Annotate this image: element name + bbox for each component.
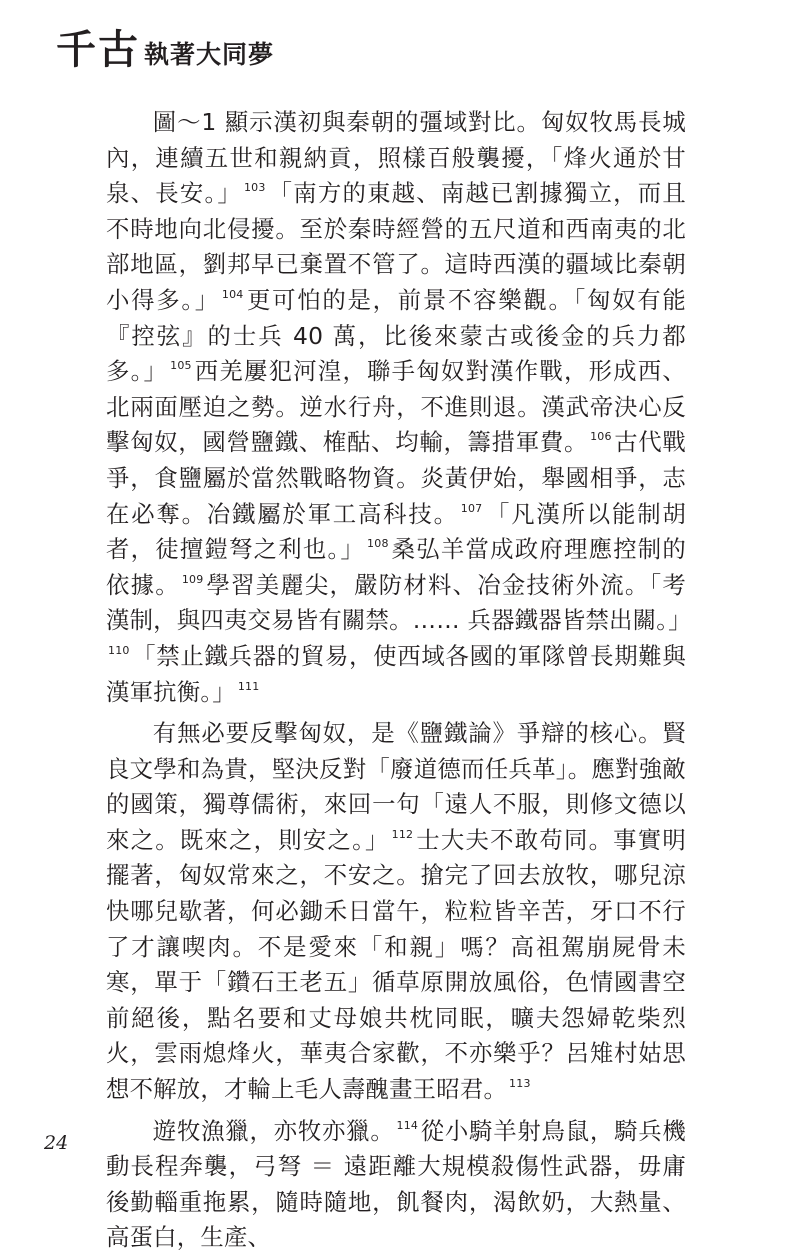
text-run: 士大夫不敢苟同。事實明擺著，匈奴常來之，不安之。搶完了回去放牧，哪兒涼快哪兒歇著，何必鋤禾日當午，粒粒皆辛苦，牙口不行了才讓喫肉。不是愛來「和親」嗎？高祖駕崩屍骨未寒，單于「鑽石王老五」循草原開放風俗，色情國書空前絕後，點名要和丈母娘共枕同眠，曠夫怨婦乾柴烈火，雲雨熄烽火，華夷合家歡，不亦樂乎？呂雉村姑思想不解放，才輪上毛人壽醜畫王昭君。 bbox=[106, 825, 687, 1104]
text-run: 桑弘羊當成政府理應控制的依據。 bbox=[106, 535, 687, 599]
paragraph bbox=[106, 105, 692, 710]
footnote-ref: 105 bbox=[170, 359, 192, 373]
paragraph bbox=[106, 1114, 686, 1256]
footnote-ref: 114 bbox=[396, 1118, 419, 1132]
text-run: 從小騎羊射鳥鼠，騎兵機動長程奔襲，弓弩 ＝ 遠距離大規模殺傷性武器，毋庸後勤輜重拖累，隨時隨地，飢餐肉，渴飲奶，大熱量、高蛋白，生產、 bbox=[106, 1116, 687, 1252]
header-title-small: 執著大同夢 bbox=[144, 40, 275, 69]
footnote-ref: 110 bbox=[108, 643, 130, 657]
running-header bbox=[56, 26, 275, 73]
footnote-ref: 106 bbox=[590, 430, 612, 444]
footnote-ref: 103 bbox=[243, 181, 266, 195]
footnote-ref: 112 bbox=[391, 827, 414, 841]
footnote-ref: 108 bbox=[367, 537, 389, 551]
text-run: 學習美麗尖，嚴防材料、冶金技術外流。「考漢制，與四夷交易皆有關禁。…… 兵器鐵器皆禁出關。」 bbox=[106, 570, 692, 635]
page-number: 24 bbox=[44, 1132, 69, 1154]
text-run: 遊牧漁獵，亦牧亦獵。 bbox=[152, 1116, 395, 1145]
text-run: 古代戰爭，食鹽屬於當然戰略物資。炎黃伊始，舉國相爭，志在必奪。冶鐵屬於軍工高科技。 bbox=[106, 428, 686, 528]
footnote-ref: 109 bbox=[181, 572, 204, 586]
body-text bbox=[106, 105, 692, 1256]
text-run: 有無必要反擊匈奴，是《鹽鐵論》爭辯的核心。賢良文學和為貴，堅決反對「廢道德而任兵革」。應對強敵的國策，獨尊儒術，來回一句「遠人不服，則修文德以來之。既來之，則安之。」 bbox=[106, 719, 686, 854]
text-run: 更可怕的是，前景不容樂觀。「匈奴有能『控弦』的士兵 40 萬，比後來蒙古或後金的兵力都多。」 bbox=[106, 285, 686, 386]
footnote-ref: 111 bbox=[237, 679, 260, 693]
footnote-ref: 107 bbox=[460, 501, 483, 515]
footnote-ref: 104 bbox=[221, 287, 244, 301]
text-run: 西羌屢犯河湟，聯手匈奴對漢作戰，形成西、北兩面壓迫之勢。逆水行舟，不進則退。漢武帝決心反擊匈奴，國營鹽鐵、榷酤、均輸，籌措軍費。 bbox=[106, 357, 686, 457]
text-run: 「禁止鐵兵器的貿易，使西域各國的軍隊曾長期難與漢軍抗衡。」 bbox=[106, 641, 686, 706]
footnote-ref: 113 bbox=[509, 1077, 531, 1091]
header-title-large: 千古 bbox=[56, 26, 140, 73]
text-run: 圖～1 顯示漢初與秦朝的彊域對比。匈奴牧馬長城內，連續五世和親納貢，照樣百般襲擾，「烽火通於甘泉、長安。」 bbox=[106, 108, 686, 208]
text-run: 「凡漢所以能制胡者，徒擅鎧弩之利也。」 bbox=[106, 499, 686, 564]
paragraph bbox=[106, 716, 686, 1108]
text-run: 「南方的東越、南越已割據獨立，而且不時地向北侵擾。至於秦時經營的五尺道和西南夷的北部地區，劉邦早已棄置不管了。這時西漢的疆域比秦朝小得多。」 bbox=[106, 179, 687, 314]
